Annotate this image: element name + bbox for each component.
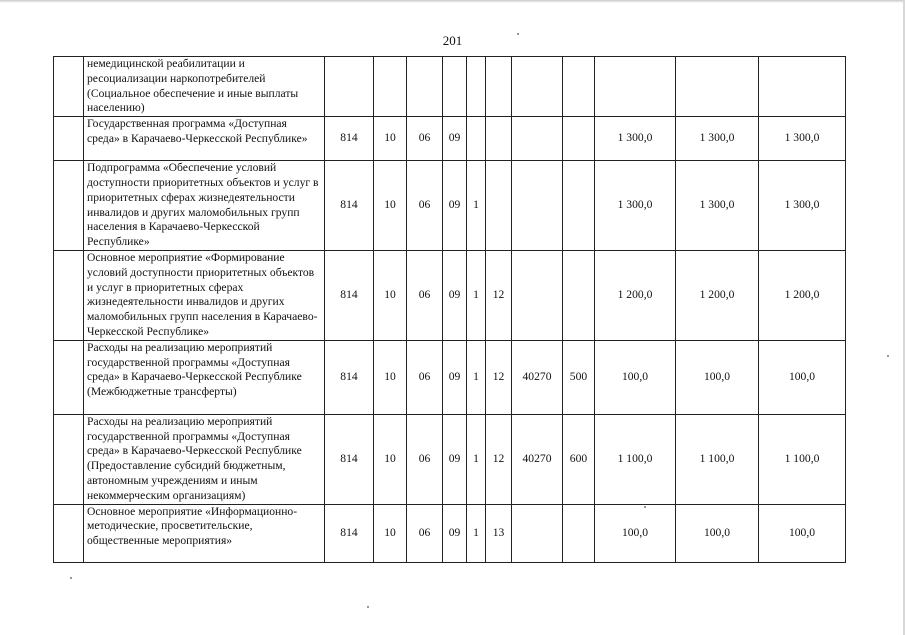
item-name-cell: Государственная программа «Доступная среда» в Карачаево-Черкесской Республике»	[84, 117, 325, 161]
amount-year-1-cell: 1 300,0	[595, 117, 676, 161]
section-code-cell: 10	[374, 117, 407, 161]
expense-type-code-cell	[563, 117, 595, 161]
subsection-code-cell: 06	[407, 414, 443, 504]
ministry-code-cell: 814	[325, 414, 374, 504]
amount-year-3-cell: 1 300,0	[759, 161, 846, 251]
subprogram-code-cell: 1	[467, 414, 486, 504]
scan-speck	[70, 577, 72, 579]
item-name-cell: Подпрограмма «Обеспечение условий доступности приоритетных объектов и услуг в приоритетных сферах жизнедеятельности инвалидов и других маломобильных групп населения в Карачаево-Черкесской Республике»	[84, 161, 325, 251]
table-row	[54, 57, 846, 117]
expense-type-code-cell	[563, 504, 595, 562]
amount-year-1-cell: 100,0	[595, 340, 676, 414]
direction-code-cell	[512, 117, 563, 161]
item-name-cell: немедицинской реабилитации и ресоциализации наркопотребителей (Социальное обеспечение и иные выплаты населению)	[84, 57, 325, 117]
budget-table	[53, 56, 846, 563]
program-code-cell: 09	[443, 250, 467, 340]
event-code-cell	[486, 117, 512, 161]
event-code-cell: 12	[486, 340, 512, 414]
amount-year-1-cell: 1 100,0	[595, 414, 676, 504]
subprogram-code-cell: 1	[467, 504, 486, 562]
direction-code-cell	[512, 57, 563, 117]
row-number-cell	[54, 504, 84, 562]
ministry-code-cell: 814	[325, 117, 374, 161]
scan-speck	[367, 606, 369, 608]
table-row	[54, 504, 846, 562]
program-code-cell	[443, 57, 467, 117]
section-code-cell: 10	[374, 340, 407, 414]
scan-edge-top	[0, 0, 905, 3]
amount-year-1-cell: 1 300,0	[595, 161, 676, 251]
program-code-cell: 09	[443, 340, 467, 414]
event-code-cell	[486, 57, 512, 117]
subprogram-code-cell: 1	[467, 161, 486, 251]
amount-year-3-cell	[759, 57, 846, 117]
event-code-cell: 12	[486, 414, 512, 504]
expense-type-code-cell: 600	[563, 414, 595, 504]
direction-code-cell	[512, 161, 563, 251]
subprogram-code-cell	[467, 117, 486, 161]
scan-speck	[644, 506, 646, 508]
amount-year-2-cell: 100,0	[676, 340, 759, 414]
row-number-cell	[54, 414, 84, 504]
item-name-cell: Основное мероприятие «Формирование условий доступности приоритетных объектов и услуг в приоритетных сферах жизнедеятельности инвалидов и других маломобильных групп населения в Карачаево-Черкесской Республике»	[84, 250, 325, 340]
subprogram-code-cell: 1	[467, 340, 486, 414]
expense-type-code-cell	[563, 250, 595, 340]
program-code-cell: 09	[443, 504, 467, 562]
subsection-code-cell: 06	[407, 250, 443, 340]
table-row	[54, 161, 846, 251]
direction-code-cell: 40270	[512, 414, 563, 504]
expense-type-code-cell	[563, 57, 595, 117]
direction-code-cell	[512, 250, 563, 340]
ministry-code-cell	[325, 57, 374, 117]
table-body	[54, 57, 846, 563]
subprogram-code-cell	[467, 57, 486, 117]
section-code-cell	[374, 57, 407, 117]
item-name-cell: Основное мероприятие «Информационно-методические, просветительские, общественные мероприятия»	[84, 504, 325, 562]
section-code-cell: 10	[374, 504, 407, 562]
scan-speck	[517, 33, 519, 35]
amount-year-3-cell: 1 200,0	[759, 250, 846, 340]
ministry-code-cell: 814	[325, 250, 374, 340]
subsection-code-cell	[407, 57, 443, 117]
item-name-cell: Расходы на реализацию мероприятий государственной программы «Доступная среда» в Карачаево-Черкесской Республике (Межбюджетные трансферты)	[84, 340, 325, 414]
ministry-code-cell: 814	[325, 504, 374, 562]
subsection-code-cell: 06	[407, 504, 443, 562]
amount-year-2-cell: 1 300,0	[676, 117, 759, 161]
subsection-code-cell: 06	[407, 161, 443, 251]
event-code-cell: 13	[486, 504, 512, 562]
amount-year-2-cell	[676, 57, 759, 117]
row-number-cell	[54, 57, 84, 117]
event-code-cell	[486, 161, 512, 251]
program-code-cell: 09	[443, 161, 467, 251]
amount-year-2-cell: 100,0	[676, 504, 759, 562]
row-number-cell	[54, 117, 84, 161]
expense-type-code-cell	[563, 161, 595, 251]
amount-year-2-cell: 1 200,0	[676, 250, 759, 340]
table-row	[54, 340, 846, 414]
scan-speck	[887, 355, 889, 357]
amount-year-3-cell: 1 100,0	[759, 414, 846, 504]
program-code-cell: 09	[443, 117, 467, 161]
section-code-cell: 10	[374, 161, 407, 251]
program-code-cell: 09	[443, 414, 467, 504]
page-number: 201	[442, 33, 463, 48]
amount-year-3-cell: 100,0	[759, 340, 846, 414]
event-code-cell: 12	[486, 250, 512, 340]
subsection-code-cell: 06	[407, 340, 443, 414]
amount-year-1-cell: 1 200,0	[595, 250, 676, 340]
subsection-code-cell: 06	[407, 117, 443, 161]
table-row	[54, 250, 846, 340]
row-number-cell	[54, 250, 84, 340]
table-row	[54, 414, 846, 504]
table-row	[54, 117, 846, 161]
ministry-code-cell: 814	[325, 161, 374, 251]
direction-code-cell	[512, 504, 563, 562]
amount-year-2-cell: 1 100,0	[676, 414, 759, 504]
amount-year-3-cell: 1 300,0	[759, 117, 846, 161]
subprogram-code-cell: 1	[467, 250, 486, 340]
direction-code-cell: 40270	[512, 340, 563, 414]
ministry-code-cell: 814	[325, 340, 374, 414]
amount-year-3-cell: 100,0	[759, 504, 846, 562]
item-name-cell: Расходы на реализацию мероприятий государственной программы «Доступная среда» в Карачаево-Черкесской Республике (Предоставление субсидий бюджетным, автономным учреждениям и иным некоммерческим организациям)	[84, 414, 325, 504]
section-code-cell: 10	[374, 250, 407, 340]
amount-year-1-cell	[595, 57, 676, 117]
row-number-cell	[54, 161, 84, 251]
row-number-cell	[54, 340, 84, 414]
amount-year-2-cell: 1 300,0	[676, 161, 759, 251]
section-code-cell: 10	[374, 414, 407, 504]
expense-type-code-cell: 500	[563, 340, 595, 414]
amount-year-1-cell: 100,0	[595, 504, 676, 562]
